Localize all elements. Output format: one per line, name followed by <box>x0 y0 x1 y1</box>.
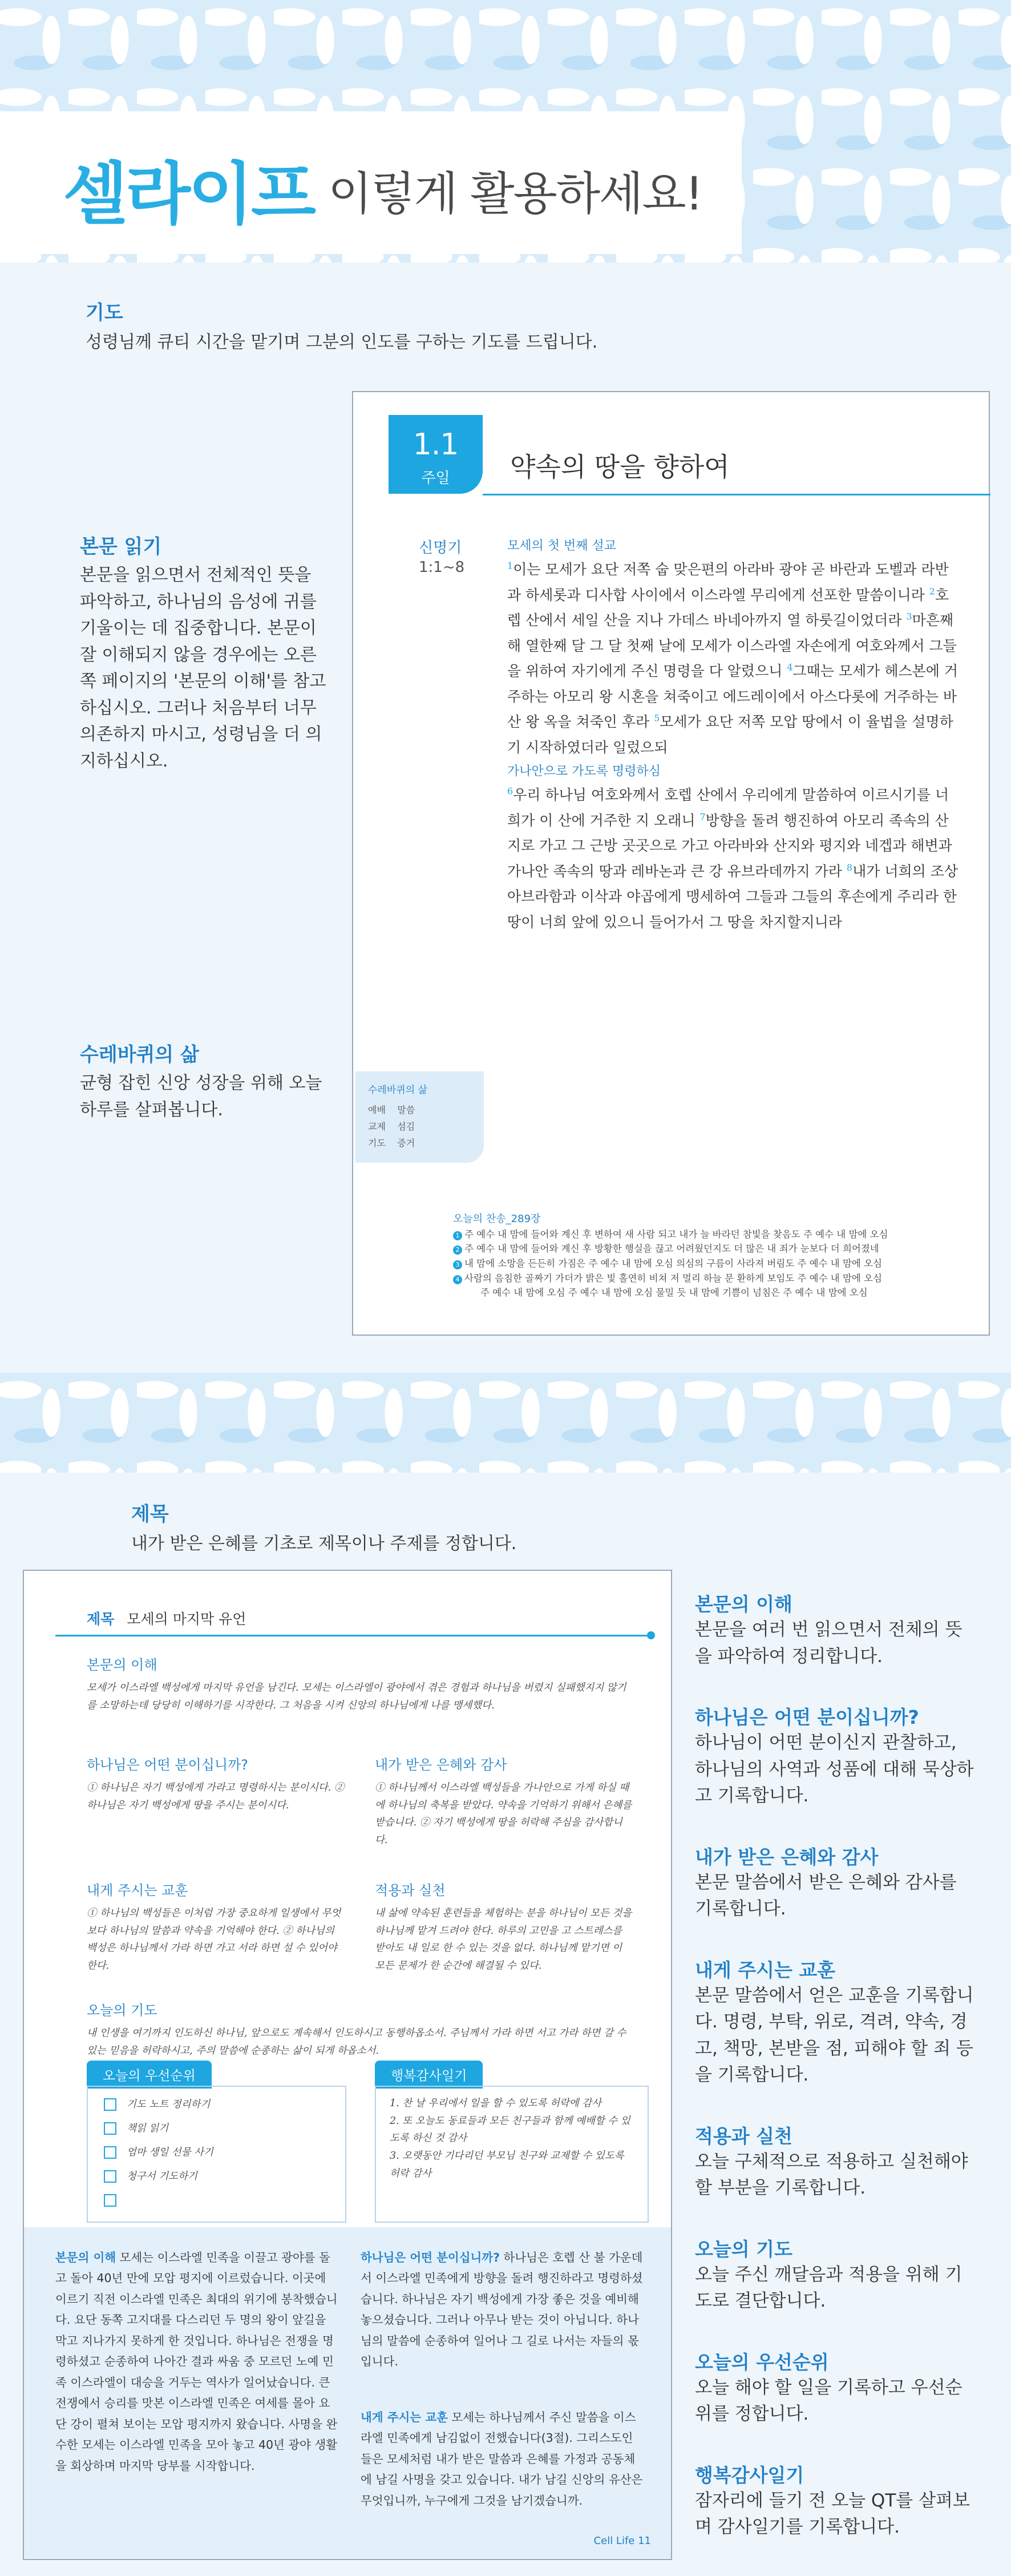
page-subtitle: 이렇게 활용하세요! <box>328 167 702 220</box>
commentary-understanding: 본문의 이해 모세는 이스라엘 민족을 이끌고 광야를 돌고 돌아 40년 만에 모압 평지에 이르렀습니다. 이곳에 이르기 직전 이스라엘 민족은 최대의 위기에 봉착했습니다. 요단 동쪽 고지대를 다스리던 두 명의 왕이 앞길을 막고 지나가지 못하게 한 것입니다. 하나님은 전쟁을 명령하셨고 순종하여 나아간 결과 싸움 중 모르던 노예 민족 이스라엘이 대승을 거두는 역사가 일어났습니다. 큰 전쟁에서 승리를 맛본 이스라엘 민족은 여세를 몰아 요단 강이 펼쳐 보이는 모압 평지까지 왔습니다. 사명을 완수한 모세는 이스라엘 민족을 모아 놓고 40년 광야 생활을 회상하며 마지막 당부를 시작합니다. <box>55 2251 338 2473</box>
checkbox[interactable] <box>104 2122 116 2135</box>
gratitude-item: 3. 오랫동안 기다리던 부모님 친구와 교제할 수 있도록 허락 감사 <box>390 2150 624 2179</box>
prayer-guide <box>86 297 597 356</box>
qt-lesson: 내게 주시는 교훈 ① 하나님의 백성들은 이처럼 가장 중요하게 일생에서 무엇보다 하나님의 말씀과 약속을 기억해야 한다. ② 하나님의 백성은 하나님께서 가라 하면 가고 서라 하면 설 수 있어야 한다. <box>87 1882 341 1972</box>
checkbox[interactable] <box>104 2194 116 2207</box>
hymn-line: 3 내 맘에 소망을 든든히 가짐은 주 예수 내 맘에 오심 의심의 구름이 사라져 버림도 주 예수 내 맘에 오심 <box>453 1256 966 1271</box>
wheel-guide <box>80 1039 331 1123</box>
wheel-label: 수레바퀴의 삶 <box>80 1043 199 1066</box>
wheel-of-life-card <box>355 1071 484 1163</box>
title-guide-label: 제목 <box>131 1503 169 1526</box>
verse: 이는 모세가 요단 저쪽 숩 맞은편의 아라바 광야 곧 바란과 도벨과 라반과 하세롯과 디사합 사이에서 이스라엘 무리에게 선포한 말씀이니라 <box>507 561 949 603</box>
divider <box>483 494 990 495</box>
title-guide-desc: 내가 받은 은혜를 기초로 제목이나 주제를 정합니다. <box>131 1534 517 1554</box>
prayer-desc: 성령님께 큐티 시간을 맡기며 그분의 인도를 구하는 기도를 드립니다. <box>86 332 598 352</box>
priority-item[interactable]: 기도 노트 정리하기 <box>104 2093 329 2117</box>
qt-who-is-god: 하나님은 어떤 분이십니까? ① 하나님은 자기 백성에게 가라고 명령하시는 분이시다. ② 하나님은 자기 백성에게 땅을 주시는 분이시다. <box>87 1757 345 1811</box>
guide-grace: 내가 받은 은혜와 감사 본문 말씀에서 받은 은혜와 감사를 기록합니다. <box>695 1845 957 1919</box>
commentary-who-is-god: 하나님은 어떤 분이십니까? 하나님은 호렙 산 불 가운데서 이스라엘 민족에게 방향을 돌려 행진하라고 명령하셨습니다. 하나님은 자기 백성에게 가장 좋은 것을 예비해 놓으셨습니다. 그러나 아무나 받는 것이 아닙니다. 하나님의 말씀에 순종하여 일어나 그 길로 나서는 자들의 몫입니다. <box>361 2251 643 2369</box>
reference-book: 신명기 <box>419 539 462 557</box>
reading-label: 본문 읽기 <box>80 535 162 558</box>
guide-apply: 적용과 실천 오늘 구체적으로 적용하고 실천해야 할 부분을 기록합니다. <box>695 2125 968 2198</box>
priority-tab: 오늘의 우선순위 <box>87 2061 212 2089</box>
priority-item[interactable]: 청구서 기도하기 <box>104 2164 329 2188</box>
reference-chapter: 1:1~8 <box>419 559 465 576</box>
gratitude-item: 1. 찬 날 우리에서 일을 할 수 있도록 허락에 감사 <box>390 2098 602 2109</box>
bible-subheading: 가나안으로 가도록 명령하심 <box>507 764 661 779</box>
guide-understanding: 본문의 이해 본문을 여러 번 읽으면서 전체의 뜻을 파악하여 정리합니다. <box>695 1593 963 1667</box>
qt-understanding: 본문의 이해 모세가 이스라엘 백성에게 마지막 유언을 남긴다. 모세는 이스라엘이 광야에서 겪은 경험과 하나님을 버렸지 실패했지지 않기를 소망하는데 당당히 이해하기를 시작한다. 그 처음을 시켜 신앙의 하나님에게 나를 맹세했다. <box>87 1657 626 1711</box>
guide-gratitude: 행복감사일기 잠자리에 들기 전 오늘 QT를 살펴보며 감사일기를 기록합니다. <box>695 2464 970 2537</box>
wheel-desc: 균형 잡힌 신앙 성장을 위해 오늘 하루를 살펴봅니다. <box>80 1073 322 1120</box>
bible-text: 모세의 첫 번째 설교 $^1$이는 모세가 요단 저쪽 숩 맞은편의 아라바 광야 곧 바란과 도벨과 라반과 하세롯과 디사합 사이에서 이스라엘 무리에게 선포한 말씀이니라 $^2$호렙 산에서 세일 산을 지나 가데스 바네아까지 열 하룻길이었더라 $^3$마흔째 해 열한째 달 그 달 첫째 날에 모세가 이스라엘 자손에게 여호와께서 그들을 위하여 자기에게 주신 명령을 다 알렸으니 $^4$그때는 모세가 헤스본에 거주하는 아모리 왕 시혼을 쳐죽이고 에드레이에서 아스다롯에 거주하는 바산 왕 옥을 쳐죽인 후라 $^5$모세가 요단 저쪽 모압 땅에서 이 율법을 설명하기 시작하였더라 일렀으되 가나안으로 가도록 명령하심 $^6$우리 하나님 여호와께서 호렙 산에서 우리에게 말씀하여 이르시기를 너희가 이 산에 거주한 지 오래니 $^7$방향을 돌려 행진하여 아모리 족속의 산지로 가고 그 근방 곳곳으로 가고 아라바와 산지와 평지와 네겝과 해변과 가나안 족속의 땅과 레바논과 큰 강 유브라데까지 가라 $^8$내가 너희의 조상 아브라함과 이삭과 야곱에게 맹세하여 그들과 그들의 후손에게 주리라 한 땅이 너희 앞에 있으니 들어가서 그 땅을 차지할지니라 <box>507 535 961 935</box>
qt-apply: 적용과 실천 내 삶에 약속된 훈련들을 체험하는 분을 하나님이 모든 것을 하나님께 맡겨 드려야 한다. 하루의 고민을 고 스트레스를 받아도 내 일로 한 수 있는 것을 없다. 하나님께 맡기면 이 모든 문제가 한 순간에 해결될 수 있다. <box>375 1882 632 1972</box>
priority-box <box>87 2086 346 2223</box>
priority-item[interactable]: 책읽 읽기 <box>104 2117 329 2140</box>
day-badge <box>389 415 483 494</box>
hymn-refrain: 주 예수 내 맘에 오심 주 예수 내 맘에 오심 물밀 듯 내 맘에 기쁨이 넘침은 주 예수 내 맘에 오심 <box>480 1287 868 1299</box>
hymn-title: 오늘의 찬송_289장 <box>453 1213 541 1225</box>
qt-title-value: 모세의 마지막 유언 <box>127 1611 246 1627</box>
qt-grace: 내가 받은 은혜와 감사 ① 하나님께서 이스라엘 백성들을 가나안으로 가게 하실 때에 하나님의 축복을 받았다. 약속을 기억하기 위해서 은혜를 받습니다. ② 자기 백성에게 땅을 허락해 주심을 감사합니다. <box>375 1757 632 1846</box>
reading-desc: 본문을 읽으면서 전체적인 뜻을 파악하고, 하나님의 음성에 귀를 기울이는 데 집중합니다. 본문이 잘 이해되지 않을 경우에는 오른쪽 페이지의 '본문의 이해'를 참고하십시오. 그러나 처음부터 너무 의존하지 마시고, 성령님을 더 의지하십시오. <box>80 565 326 771</box>
guide-prayer: 오늘의 기도 오늘 주신 깨달음과 적용을 위해 기도로 결단합니다. <box>695 2238 963 2311</box>
page-title: 셀라이프 <box>63 155 314 233</box>
priority-item[interactable] <box>104 2188 329 2212</box>
gratitude-tab: 행복감사일기 <box>375 2061 483 2089</box>
commentary-area <box>24 2227 671 2558</box>
divider-dot <box>647 1631 655 1639</box>
day-title: 약속의 땅을 향하여 <box>510 451 730 482</box>
hymn-line: 4 사람의 음침한 골짜기 가더가 밝은 빛 홀연히 비쳐 저 멀리 하늘 문 환하게 보임도 주 예수 내 맘에 오심 <box>453 1271 966 1286</box>
middle-pattern-band <box>0 1373 1011 1473</box>
sample-page-1 <box>352 391 990 1336</box>
side-guides <box>695 1590 974 2541</box>
qt-prayer: 오늘의 기도 내 인생을 여기까지 인도하신 하나님, 앞으로도 계속해서 인도하시고 동행하옵소서. 주님께서 가라 하면 서고 가라 하면 갈 수 있는 믿음을 허락하시고, 주의 말씀에 순종하는 삶이 되게 하옵소서. <box>87 2002 626 2057</box>
reading-guide <box>80 531 331 775</box>
guide-lesson: 내게 주시는 교훈 본문 말씀에서 얻은 교훈을 기록합니다. 명령, 부탁, 위로, 격려, 약속, 경고, 책망, 본받을 점, 피해야 할 죄 등을 기록합니다. <box>695 1958 974 2085</box>
title-guide <box>131 1498 516 1558</box>
day-label: 주일 <box>421 470 450 487</box>
verse: 모세가 요단 저쪽 모압 땅에서 이 율법을 설명하기 시작하였더라 일렀으되 <box>507 713 953 756</box>
gratitude-item: 2. 또 오늘도 동료들과 모든 친구들과 함께 예배할 수 있도록 하신 것 감사 <box>390 2115 630 2144</box>
hymn-of-the-day <box>453 1211 966 1300</box>
guide-priority: 오늘의 우선순위 오늘 해야 할 일을 기록하고 우선순위를 정합니다. <box>695 2351 963 2424</box>
hymn-line: 2 주 예수 내 맘에 들어와 계신 후 방황한 행실을 끊고 어려웠던지도 더 많은 내 죄가 눈보다 더 희어졌네 <box>453 1241 966 1256</box>
verse: 호렙 산에서 세일 산을 지나 가데스 바네아까지 열 하룻길이었더라 <box>507 586 949 629</box>
page-footer: Cell Life 11 <box>593 2535 651 2547</box>
sample-page-2 <box>23 1570 672 2560</box>
checkbox[interactable] <box>104 2146 116 2159</box>
verse: 마흔째 해 열한째 달 그 달 첫째 날에 모세가 이스라엘 자손에게 여호와께서 그들을 위하여 자기에게 주신 명령을 다 알렸으니 <box>507 612 957 680</box>
gratitude-box <box>375 2086 649 2223</box>
qt-title-row: 제목 모세의 마지막 유언 <box>87 1611 246 1627</box>
wheel-row: 교제 섬김 <box>368 1121 415 1132</box>
wheel-card-title: 수레바퀴의 삶 <box>368 1085 427 1096</box>
verse: 우리 하나님 여호와께서 호렙 산에서 우리에게 말씀하여 이르시기를 너희가 이 산에 거주한 지 오래니 <box>507 787 949 829</box>
commentary-lesson: 내게 주시는 교훈 모세는 하나님께서 주신 말씀을 이스라엘 민족에게 남김없이 전했습니다(3절). 그리스도인들은 모세처럼 내가 받은 말씀과 은혜를 가정과 공동체에 남길 사명을 갖고 있습니다. 내가 남길 신앙의 유산은 무엇입니까, 누구에게 그것을 남기겠습니까. <box>361 2410 643 2508</box>
wheel-row: 예배 말씀 <box>368 1104 415 1115</box>
verse: 내가 너희의 조상 아브라함과 이삭과 야곱에게 맹세하여 그들과 그들의 후손에게 주리라 한 땅이 너희 앞에 있으니 들어가서 그 땅을 차지할지니라 <box>507 862 959 930</box>
hymn-line: 1 주 예수 내 맘에 들어와 계신 후 변하여 새 사람 되고 내가 늘 바라던 참빛을 찾음도 주 예수 내 맘에 오심 <box>453 1227 966 1242</box>
divider <box>55 1635 652 1636</box>
bible-subheading: 모세의 첫 번째 설교 <box>507 539 616 553</box>
verse: 그때는 모세가 헤스본에 거주하는 아모리 왕 시혼을 쳐죽이고 에드레이에서 아스다롯에 거주하는 바산 왕 옥을 쳐죽인 후라 <box>507 663 959 731</box>
wheel-row: 기도 증거 <box>368 1138 415 1148</box>
priority-item[interactable]: 엄마 생일 선물 사기 <box>104 2140 329 2164</box>
prayer-label: 기도 <box>86 301 123 324</box>
day-number: 1.1 <box>413 428 459 462</box>
guide-who-is-god: 하나님은 어떤 분이십니까? 하나님이 어떤 분이신지 관찰하고, 하나님의 사역과 성품에 대해 묵상하고 기록합니다. <box>695 1706 974 1806</box>
verse: 방향을 돌려 행진하여 아모리 족속의 산지로 가고 그 근방 곳곳으로 가고 아라바와 산지와 평지와 네겝과 해변과 가나안 족속의 땅과 레바논과 큰 강 유브라데까지 가라 <box>507 812 952 880</box>
checkbox[interactable] <box>104 2170 116 2183</box>
checkbox[interactable] <box>104 2098 116 2111</box>
